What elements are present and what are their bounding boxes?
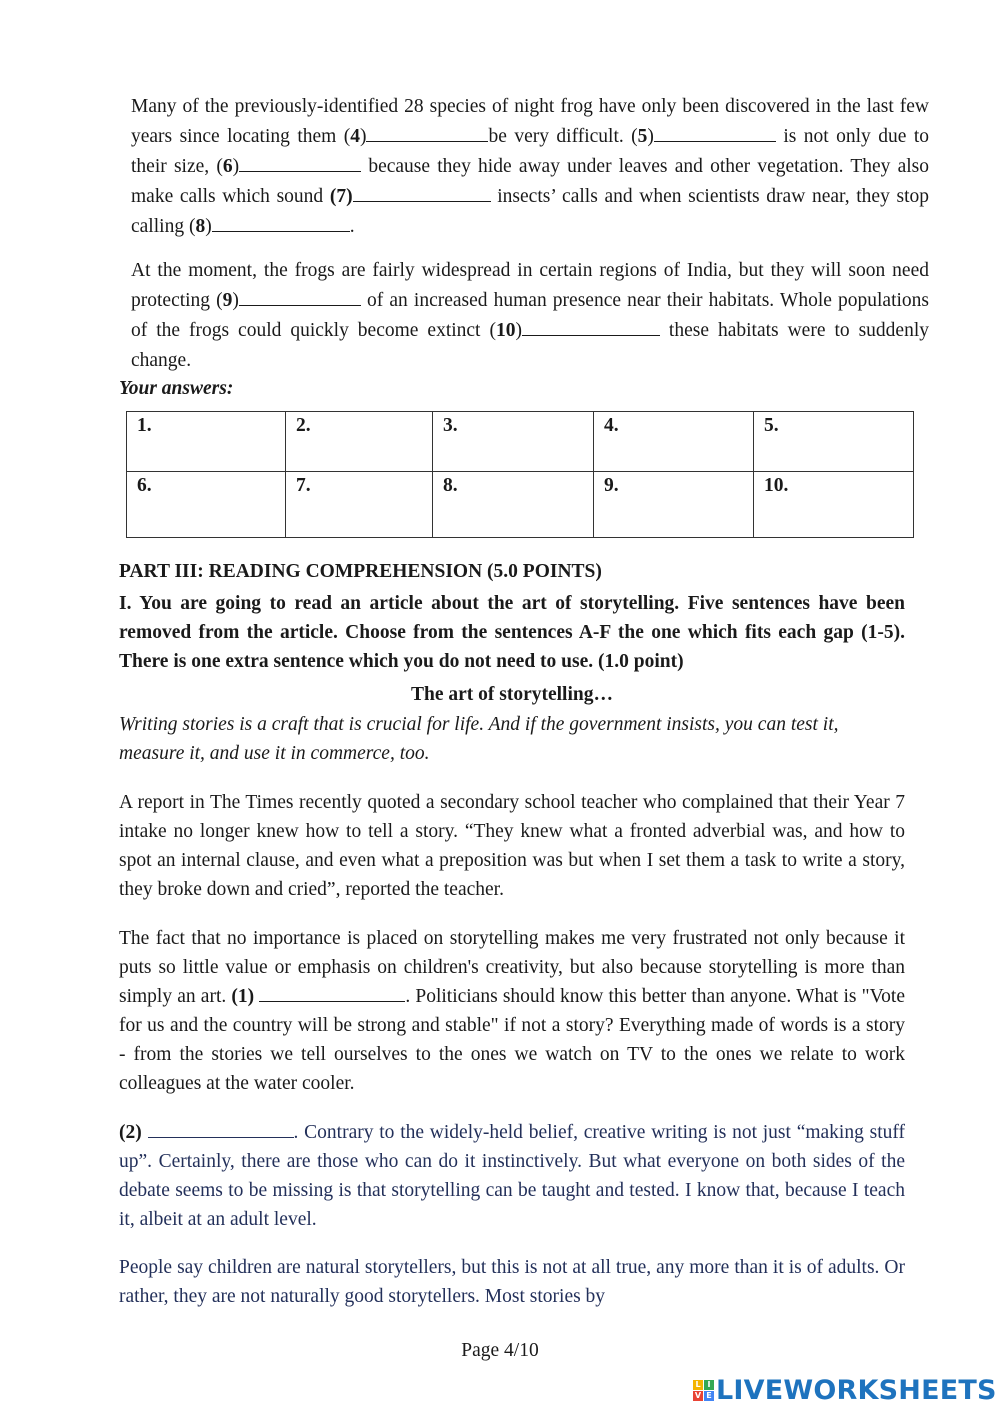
logo-letter: E — [704, 1391, 714, 1401]
blank-8[interactable] — [212, 213, 350, 232]
gap-number-6: 6 — [222, 156, 233, 177]
answer-table — [126, 411, 914, 538]
brand-name: LIVEWORKSHEETS — [716, 1374, 997, 1406]
text: ) — [515, 320, 522, 341]
article-gap-2[interactable] — [148, 1119, 294, 1138]
blank-9[interactable] — [239, 287, 361, 306]
answer-cell-10[interactable]: 10. — [754, 472, 914, 538]
text: ) — [647, 126, 654, 147]
text: because they hide away under leaves and other vegetation. They also make calls which sound — [131, 156, 930, 207]
gap-number-5: 5 — [637, 126, 648, 147]
article-paragraph-4: People say children are natural storytellers, but this is not at all true, any more than it is of adults. Or rather, they are not naturally good storytellers. Most stories by — [119, 1257, 905, 1307]
text: ) — [232, 156, 240, 177]
answer-cell-1[interactable]: 1. — [127, 412, 286, 472]
gap-number-10: 10 — [495, 320, 516, 341]
text: At the moment, the frogs are fairly widespread in certain regions of India, but they will soon need protecting ( — [131, 260, 929, 311]
answer-cell-7[interactable]: 7. — [286, 472, 433, 538]
gap-number-7: (7) — [329, 186, 353, 207]
article-subtitle: Writing stories is a craft that is crucial for life. And if the government insists, you can test it, measure it, and use it in commerce, too. — [119, 714, 839, 764]
logo-icon — [693, 1380, 714, 1401]
liveworksheets-logo[interactable] — [693, 1374, 997, 1406]
cloze-paragraph-1 — [131, 92, 929, 242]
logo-letter: V — [694, 1390, 702, 1400]
answer-cell-3[interactable]: 3. — [433, 412, 594, 472]
gap-number-8: 8 — [195, 216, 206, 237]
answer-cell-5[interactable]: 5. — [754, 412, 914, 472]
page-number: Page 4/10 — [461, 1340, 539, 1361]
article-title: The art of storytelling… — [410, 684, 613, 705]
part3-instruction: I. You are going to read an article about the art of storytelling. Five sentences have been removed from the article. Choose from the sentences A-F the one which fits each gap (1-5). There is one extra sentence which you do not need to use. (1.0 point) — [119, 593, 905, 672]
blank-10[interactable] — [522, 317, 660, 336]
cloze-paragraph-2 — [131, 256, 929, 376]
text: is not only due to their size, ( — [131, 126, 929, 177]
text: insects’ calls and when scientists draw near, they stop calling ( — [131, 186, 929, 237]
answer-cell-2[interactable]: 2. — [286, 412, 433, 472]
text: ) — [232, 290, 239, 311]
article-paragraph-3 — [119, 1118, 905, 1234]
text: Many of the previously-identified 28 species of night frog have only been discovered in the last few years since locating them ( — [131, 96, 929, 147]
article-gap-1[interactable] — [259, 983, 405, 1002]
text: ) — [359, 126, 367, 147]
article-paragraph-2 — [119, 924, 905, 1098]
logo-letter: I — [704, 1380, 714, 1390]
gap-number-9: 9 — [222, 290, 233, 311]
text: . Contrary to the widely-held belief, creative writing is not just “making stuff up”. Certainly, there are those who can do it instinctively. But what everyone on both sides of the debate seems to be missing is that storytelling can be taught and tested. I know that, because I teach it, albeit at an adult level. — [119, 1122, 906, 1230]
text: . Politicians should know this better than anyone. What is "Vote for us and the country will be strong and stable" if not a story? Everything made of words is a story - from the stories we tell ourselves to the ones we watch on TV to the ones we relate to work colleagues at the water cooler. — [119, 986, 905, 1094]
text: of an increased human presence near their habitats. Whole populations of the frogs could quickly become extinct ( — [131, 290, 929, 341]
logo-letter: L — [693, 1380, 703, 1390]
part3-heading: PART III: READING COMPREHENSION (5.0 POINTS) — [119, 561, 602, 582]
answer-cell-6[interactable]: 6. — [127, 472, 286, 538]
text: these habitats were to suddenly change. — [131, 320, 929, 371]
gap-label-1: (1) — [231, 986, 255, 1007]
text: ) — [205, 216, 212, 237]
answer-cell-4[interactable]: 4. — [594, 412, 754, 472]
article-paragraph-1: A report in The Times recently quoted a secondary school teacher who complained that their Year 7 intake no longer knew how to tell a story. “They knew what a fronted adverbial was, and how to spot an internal clause, and even what a preposition was but when I set them a task to write a story, they broke down and cried”, reported the teacher. — [119, 792, 905, 900]
answers-label: Your answers: — [119, 378, 234, 399]
answer-row — [127, 472, 914, 538]
blank-5[interactable] — [654, 123, 776, 142]
answer-row — [127, 412, 914, 472]
text: be very difficult. ( — [488, 126, 638, 147]
text: . — [349, 216, 355, 237]
gap-label-2: (2) — [119, 1122, 142, 1143]
text: The fact that no importance is placed on storytelling makes me very frustrated not only because it puts so little value or emphasis on children's creativity, but also because storytelling is more than simply an art. — [119, 928, 905, 1007]
blank-4[interactable] — [366, 123, 488, 142]
blank-6[interactable] — [239, 153, 361, 172]
blank-7[interactable] — [353, 183, 491, 202]
answer-cell-9[interactable]: 9. — [594, 472, 754, 538]
answer-cell-8[interactable]: 8. — [433, 472, 594, 538]
gap-number-4: 4 — [350, 126, 360, 147]
